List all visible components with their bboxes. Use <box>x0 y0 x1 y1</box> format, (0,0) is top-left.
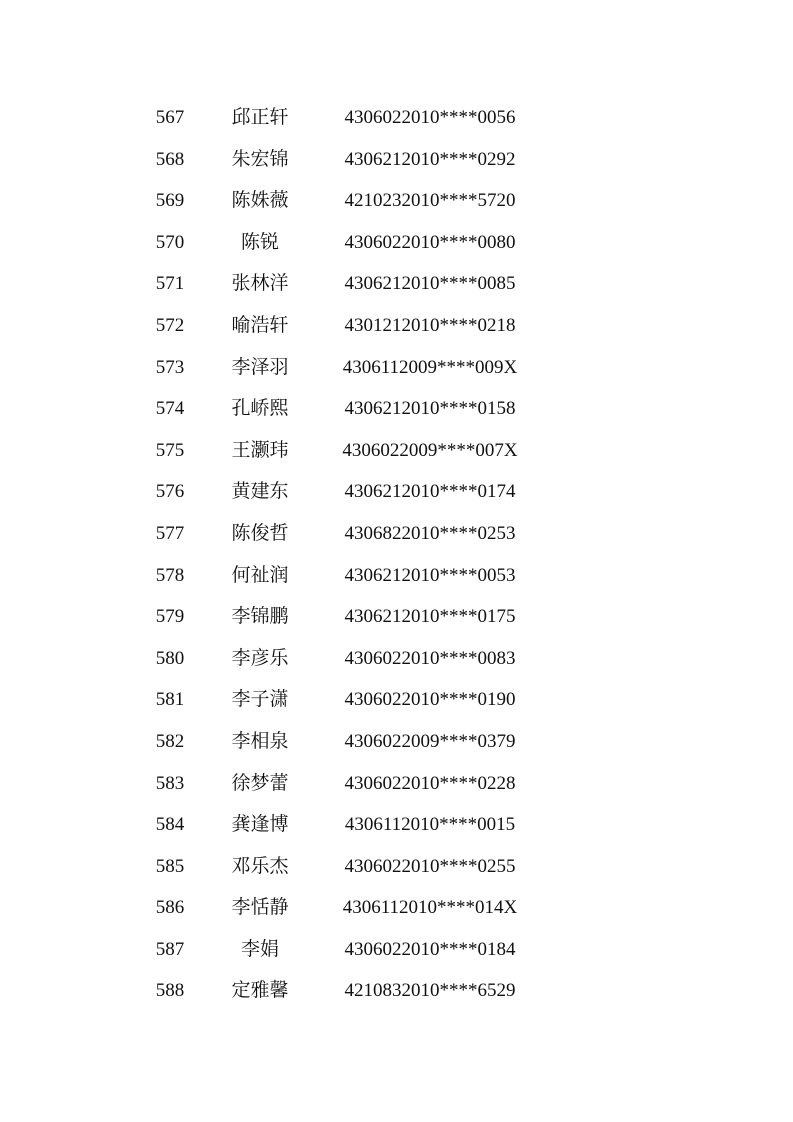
list-item <box>0 139 793 181</box>
person-name: 陈姝薇 <box>231 189 289 212</box>
person-name: 邓乐杰 <box>231 854 289 877</box>
id-number: 4306112010****0015 <box>344 814 516 836</box>
list-item <box>0 679 793 721</box>
id-number: 4306822010****0253 <box>344 522 516 544</box>
row-number: 577 <box>155 522 185 544</box>
list-item <box>0 929 793 971</box>
list-item <box>0 721 793 763</box>
id-number: 4301212010****0218 <box>344 314 516 336</box>
person-name: 徐梦蕾 <box>231 771 289 794</box>
id-number: 4306022010****0228 <box>344 772 516 794</box>
row-number: 576 <box>155 481 185 503</box>
row-number: 586 <box>155 897 185 919</box>
person-name: 陈锐 <box>240 230 279 253</box>
id-number: 4306212010****0174 <box>344 481 516 503</box>
id-number: 4306112009****009X <box>342 356 518 378</box>
id-number: 4306022010****0190 <box>344 689 516 711</box>
id-number: 4210232010****5720 <box>344 190 516 212</box>
row-number: 571 <box>155 273 185 295</box>
row-number: 572 <box>155 314 185 336</box>
person-name: 张林洋 <box>231 272 289 295</box>
list-item <box>0 555 793 597</box>
row-number: 575 <box>155 439 185 461</box>
list-item <box>0 388 793 430</box>
person-name: 喻浩轩 <box>231 313 289 336</box>
id-number: 4306022010****0056 <box>344 107 516 128</box>
list-item <box>0 804 793 846</box>
list-item <box>0 305 793 347</box>
person-name: 李彦乐 <box>231 646 289 669</box>
person-name: 李泽羽 <box>231 355 289 378</box>
id-number: 4306022010****0080 <box>344 231 516 253</box>
row-number: 570 <box>155 231 185 253</box>
person-name: 定雅馨 <box>231 979 289 1002</box>
row-number: 567 <box>155 107 185 128</box>
row-number: 582 <box>155 730 185 752</box>
row-number: 587 <box>155 938 185 960</box>
id-number: 4306212010****0175 <box>344 606 516 628</box>
id-number: 4306022010****0255 <box>344 855 516 877</box>
roster-list <box>0 97 793 1012</box>
row-number: 568 <box>155 148 185 170</box>
row-number: 585 <box>155 855 185 877</box>
id-number: 4306212010****0158 <box>344 398 516 420</box>
row-number: 578 <box>155 564 185 586</box>
id-number: 4306212010****0085 <box>344 273 516 295</box>
list-item <box>0 970 793 1012</box>
list-item <box>0 763 793 805</box>
row-number: 580 <box>155 647 185 669</box>
id-number: 4306022010****0184 <box>344 938 516 960</box>
list-item <box>0 430 793 472</box>
list-item <box>0 887 793 929</box>
row-number: 574 <box>155 398 185 420</box>
id-number: 4306022009****0379 <box>344 730 516 752</box>
row-number: 569 <box>155 190 185 212</box>
person-name: 李恬静 <box>231 896 289 919</box>
row-number: 579 <box>155 606 185 628</box>
row-number: 573 <box>155 356 185 378</box>
person-name: 李娟 <box>240 937 279 960</box>
row-number: 583 <box>155 772 185 794</box>
list-item <box>0 263 793 305</box>
row-number: 588 <box>155 980 185 1002</box>
person-name: 陈俊哲 <box>231 521 289 544</box>
person-name: 何祉润 <box>231 563 289 586</box>
row-number: 584 <box>155 814 185 836</box>
list-item <box>0 846 793 888</box>
list-item <box>0 596 793 638</box>
person-name: 李相泉 <box>231 729 289 752</box>
person-name: 黄建东 <box>231 480 289 503</box>
person-name: 龚逢博 <box>231 813 289 836</box>
list-item <box>0 222 793 264</box>
person-name: 孔峤熙 <box>231 397 289 420</box>
person-name: 邱正轩 <box>231 106 289 128</box>
list-item <box>0 97 793 139</box>
id-number: 4306022009****007X <box>342 439 518 461</box>
list-item <box>0 180 793 222</box>
list-item <box>0 347 793 389</box>
person-name: 李子潇 <box>231 688 289 711</box>
person-name: 朱宏锦 <box>231 147 289 170</box>
person-name: 王灏玮 <box>231 438 289 461</box>
id-number: 4306212010****0053 <box>344 564 516 586</box>
list-item <box>0 471 793 513</box>
id-number: 4306212010****0292 <box>344 148 516 170</box>
person-name: 李锦鹏 <box>231 605 289 628</box>
id-number: 4306022010****0083 <box>344 647 516 669</box>
list-item <box>0 638 793 680</box>
row-number: 581 <box>155 689 185 711</box>
id-number: 4306112010****014X <box>342 897 518 919</box>
list-item <box>0 513 793 555</box>
id-number: 4210832010****6529 <box>344 980 516 1002</box>
